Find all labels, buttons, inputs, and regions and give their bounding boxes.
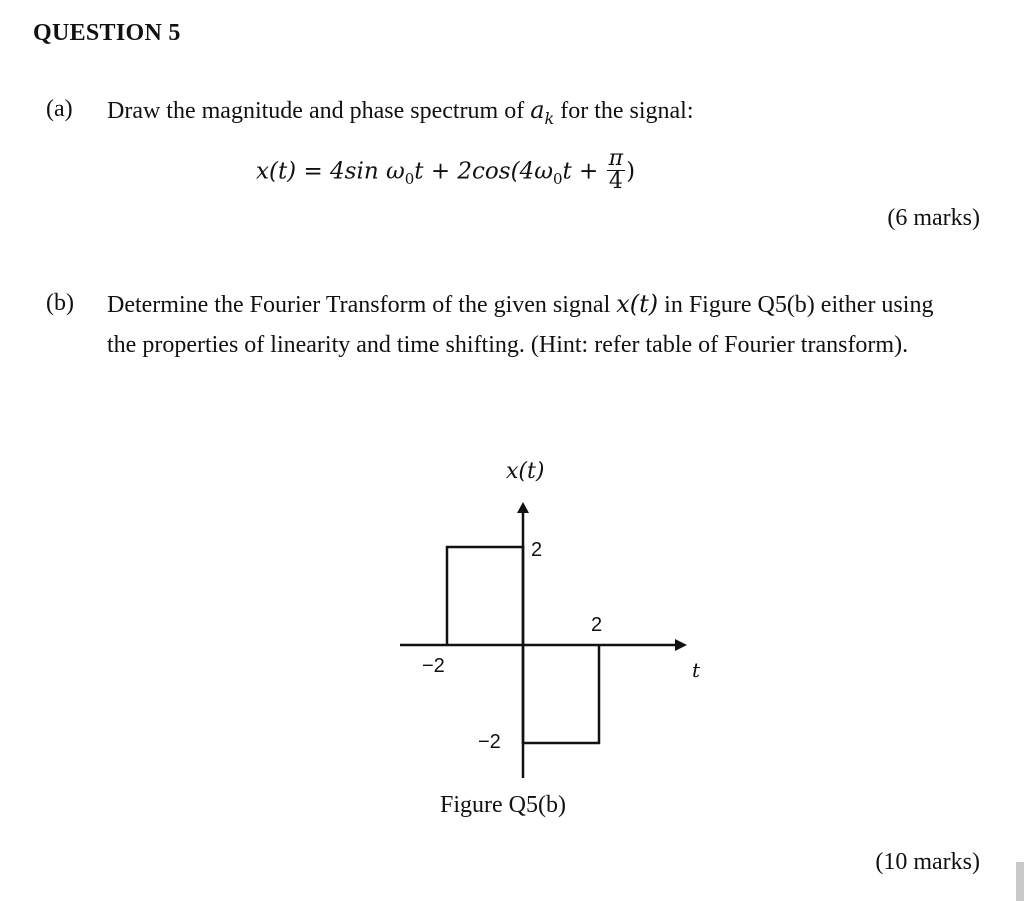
part-b-line1-math: x(t) xyxy=(616,290,659,318)
figure-caption: Figure Q5(b) xyxy=(440,792,566,818)
eq-tail: t + xyxy=(562,158,606,185)
part-b-line2: the properties of linearity and time shifting. (Hint: refer table of Fourier transform). xyxy=(107,332,909,358)
eq-mid: t + 2cos(4ω xyxy=(414,158,553,185)
figure-q5b xyxy=(390,450,720,790)
part-b-label: (b) xyxy=(46,290,74,316)
eq-sub1: 0 xyxy=(552,170,563,189)
part-a-instruction-suffix: for the signal: xyxy=(554,98,694,124)
eq-fraction xyxy=(607,148,625,193)
signal-equation xyxy=(256,146,636,195)
ak-symbol-base: a xyxy=(530,96,545,124)
eq-frac-den: 4 xyxy=(607,170,625,193)
part-b-line1 xyxy=(107,290,933,319)
x-axis-label: t xyxy=(692,658,701,682)
part-a-marks: (6 marks) xyxy=(887,205,980,231)
eq-frac-num: π xyxy=(608,146,624,171)
y-axis-label: x(t) xyxy=(506,459,545,484)
part-a-label: (a) xyxy=(46,96,73,122)
part-b-line1-suffix: in Figure Q5(b) either using xyxy=(658,292,934,318)
part-b-marks: (10 marks) xyxy=(875,849,980,875)
signal-plot xyxy=(390,450,720,790)
label-top-value: 2 xyxy=(531,539,543,561)
scrollbar-edge[interactable] xyxy=(1016,862,1024,901)
part-a-instruction-prefix: Draw the magnitude and phase spectrum of xyxy=(107,98,531,124)
part-b-line1-prefix: Determine the Fourier Transform of the given signal xyxy=(107,292,617,318)
label-left-value: −2 xyxy=(422,655,445,677)
eq-sub0: 0 xyxy=(404,170,415,189)
eq-lhs: x(t) = 4sin ω xyxy=(256,158,405,185)
label-bottom-value: −2 xyxy=(478,731,501,753)
y-axis-arrowhead xyxy=(517,502,529,513)
part-a-instruction xyxy=(107,96,694,128)
ak-symbol xyxy=(530,96,555,128)
eq-close: ) xyxy=(626,158,636,185)
x-axis-arrowhead xyxy=(675,639,687,651)
ak-symbol-subscript: k xyxy=(544,108,555,128)
label-right-value: 2 xyxy=(591,614,603,636)
question-title: QUESTION 5 xyxy=(33,20,181,46)
